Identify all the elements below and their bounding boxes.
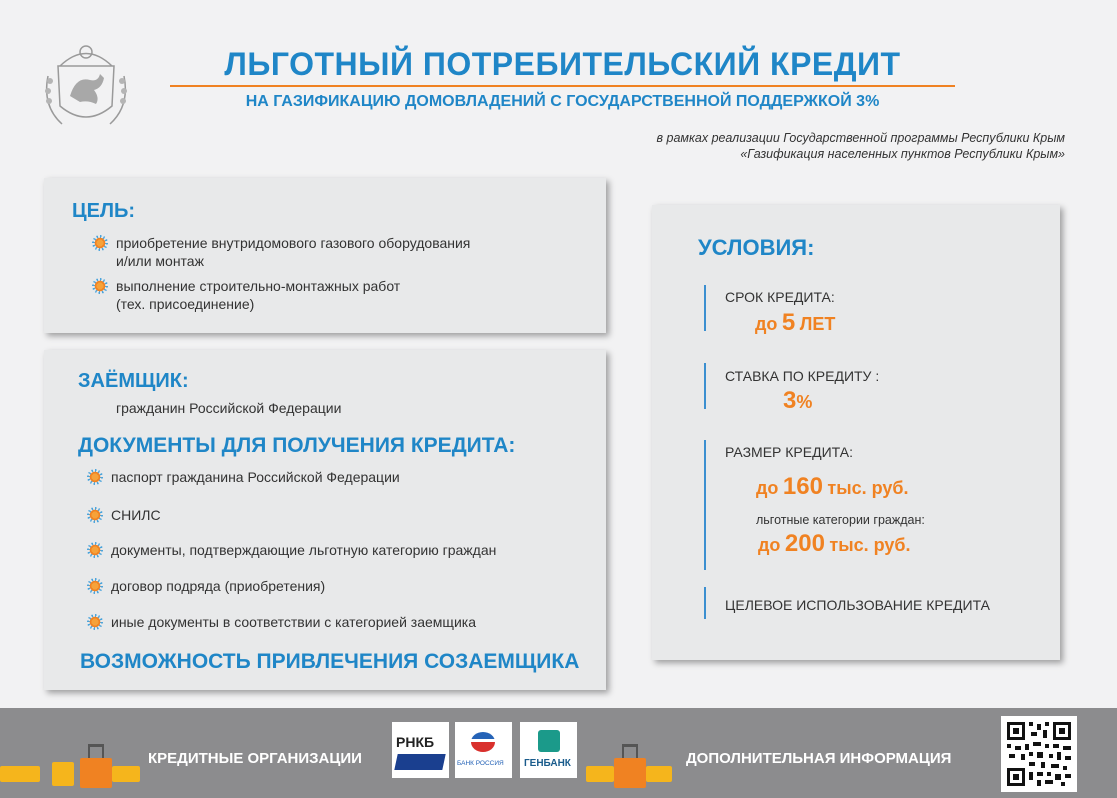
valve-handle-icon (88, 744, 104, 758)
divider-bar (704, 285, 706, 331)
goal-item-line: (тех. присоединение) (116, 296, 255, 312)
borrower-panel (44, 350, 606, 690)
document-item: договор подряда (приобретения) (87, 577, 325, 595)
pipe-valve (614, 758, 646, 788)
pipe-valve (80, 758, 112, 788)
size-label: РАЗМЕР КРЕДИТА: (725, 444, 853, 460)
sun-bullet-icon (87, 542, 103, 558)
borrower-text: гражданин Российской Федерации (116, 400, 342, 416)
purpose-label: ЦЕЛЕВОЕ ИСПОЛЬЗОВАНИЕ КРЕДИТА (725, 597, 990, 613)
globe-icon (471, 732, 495, 752)
genbank-mark-icon (538, 730, 560, 752)
pipe-decoration (52, 762, 74, 786)
sun-bullet-icon (92, 235, 108, 251)
document-item: паспорт гражданина Российской Федерации (87, 468, 400, 486)
additional-info-label: ДОПОЛНИТЕЛЬНАЯ ИНФОРМАЦИЯ (686, 750, 952, 767)
bank-rossiya-logo[interactable]: БАНК РОССИЯ (455, 722, 512, 778)
main-title: ЛЬГОТНЫЙ ПОТРЕБИТЕЛЬСКИЙ КРЕДИТ (224, 46, 901, 82)
valve-handle-icon (622, 744, 638, 758)
goal-item-line: приобретение внутридомового газового оборудования (116, 235, 471, 251)
conditions-panel (652, 205, 1060, 660)
program-note-line1: в рамках реализации Государственной программы Республики Крым (656, 131, 1065, 145)
rnkb-logo[interactable]: РНКБ (392, 722, 449, 778)
goal-item (92, 234, 470, 270)
pipe-decoration (0, 766, 40, 782)
term-value: до 5 ЛЕТ (755, 309, 836, 336)
divider-bar (704, 440, 706, 570)
conditions-heading: УСЛОВИЯ: (698, 235, 815, 260)
footer-bar (0, 708, 1117, 798)
goal-panel (44, 178, 606, 333)
sun-bullet-icon (87, 578, 103, 594)
goal-heading: ЦЕЛЬ: (72, 200, 136, 222)
borrower-heading: ЗАЁМЩИК: (78, 370, 189, 392)
goal-item (92, 277, 400, 313)
sun-bullet-icon (87, 469, 103, 485)
qr-code[interactable] (1001, 716, 1077, 792)
rate-label: СТАВКА ПО КРЕДИТУ : (725, 368, 880, 384)
sun-bullet-icon (92, 278, 108, 294)
pipe-decoration (112, 766, 140, 782)
program-note-line2: «Газификация населенных пунктов Республики Крым» (740, 147, 1065, 161)
crimea-emblem (40, 36, 132, 136)
document-item: документы, подтверждающие льготную категорию граждан (87, 541, 496, 559)
program-note (657, 130, 1065, 162)
genbank-logo[interactable]: ГЕНБАНК (520, 722, 577, 778)
pipe-decoration (586, 766, 614, 782)
rate-value: 3% (783, 387, 813, 414)
preferential-value: до 200 тыс. руб. (758, 530, 911, 557)
co-borrower-heading: ВОЗМОЖНОСТЬ ПРИВЛЕЧЕНИЯ СОЗАЕМЩИКА (80, 650, 580, 673)
document-item: иные документы в соответствии с категорией заемщика (87, 613, 476, 631)
divider-bar (704, 363, 706, 409)
title-underline (170, 85, 955, 87)
term-label: СРОК КРЕДИТА: (725, 289, 835, 305)
sun-bullet-icon (87, 507, 103, 523)
document-item: СНИЛС (87, 506, 161, 524)
goal-item-line: и/или монтаж (116, 253, 204, 269)
preferential-label: льготные категории граждан: (756, 513, 925, 527)
sun-bullet-icon (87, 614, 103, 630)
size-value: до 160 тыс. руб. (756, 473, 909, 500)
credit-organizations-label: КРЕДИТНЫЕ ОРГАНИЗАЦИИ (148, 750, 362, 767)
pipe-decoration (646, 766, 672, 782)
goal-item-line: выполнение строительно-монтажных работ (116, 278, 401, 294)
subtitle: НА ГАЗИФИКАЦИЮ ДОМОВЛАДЕНИЙ С ГОСУДАРСТВЕННОЙ ПОДДЕРЖКОЙ 3% (245, 93, 880, 110)
divider-bar (704, 587, 706, 619)
documents-heading: ДОКУМЕНТЫ ДЛЯ ПОЛУЧЕНИЯ КРЕДИТА: (78, 434, 516, 457)
